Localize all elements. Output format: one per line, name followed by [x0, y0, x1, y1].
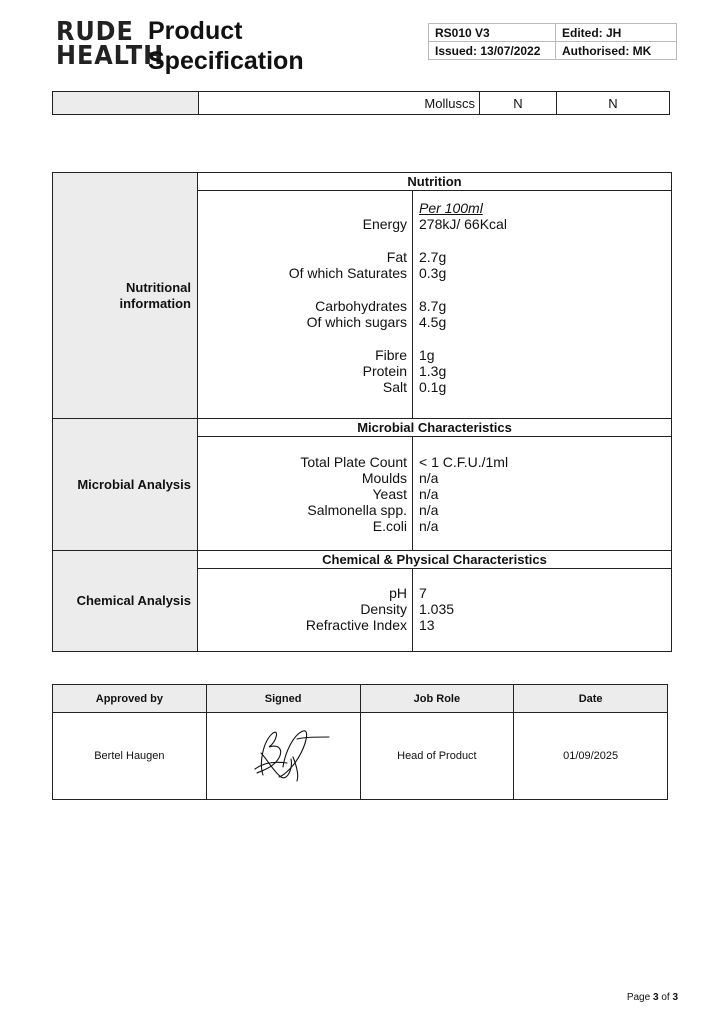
per-100ml: Per 100ml: [419, 200, 483, 216]
doc-code: RS010 V3: [429, 24, 556, 42]
microbial-value: n/a: [419, 486, 439, 502]
approved-by-header: Approved by: [53, 685, 207, 713]
allergen-col1: N: [480, 92, 557, 115]
chemical-label-item: Density: [360, 601, 407, 617]
microbial-label-item: Salmonella spp.: [307, 502, 407, 518]
chemical-label-item: pH: [389, 585, 407, 601]
title-line1: Product: [148, 17, 243, 45]
job-role-header: Job Role: [360, 685, 514, 713]
nutrient-label: Of which sugars: [306, 314, 407, 330]
date-value: 01/09/2025: [514, 713, 668, 800]
microbial-value: n/a: [419, 518, 439, 534]
logo-line1: RUDE: [56, 17, 134, 47]
microbial-label-item: Total Plate Count: [300, 454, 407, 470]
nutrient-label: Salt: [382, 379, 407, 395]
nutrition-label: Nutritional information: [53, 173, 198, 418]
specification-table: [52, 172, 672, 652]
signature: [206, 713, 360, 800]
job-role-value: Head of Product: [360, 713, 514, 800]
nutrient-label: Energy: [362, 216, 407, 232]
divider: [412, 437, 413, 550]
chemical-heading: Chemical & Physical Characteristics: [198, 551, 671, 569]
chemical-value: 13: [419, 617, 435, 633]
authorised-by: Authorised: MK: [556, 42, 677, 60]
date-header: Date: [514, 685, 668, 713]
microbial-value: < 1 C.F.U./1ml: [419, 454, 509, 470]
logo-line2: HEALTH: [56, 41, 165, 71]
page-number: Page 3 of 3: [626, 992, 678, 1003]
allergen-blank-cell: [53, 92, 199, 115]
signed-header: Signed: [206, 685, 360, 713]
microbial-heading: Microbial Characteristics: [198, 419, 671, 437]
divider: [412, 191, 413, 418]
page-title: [148, 16, 304, 76]
nutrient-value: 1.3g: [419, 363, 447, 379]
chemical-value: 7: [419, 585, 427, 601]
issued-date: Issued: 13/07/2022: [429, 42, 556, 60]
allergen-col2: N: [557, 92, 670, 115]
chemical-label-item: Refractive Index: [305, 617, 407, 633]
nutrient-label: Carbohydrates: [315, 298, 407, 314]
microbial-value: n/a: [419, 470, 439, 486]
document-meta-table: [428, 23, 677, 60]
nutrient-value: 0.3g: [419, 265, 447, 281]
approval-table: [52, 684, 668, 800]
approved-by-value: Bertel Haugen: [53, 713, 207, 800]
nutrient-value: 0.1g: [419, 379, 447, 395]
microbial-label: Microbial Analysis: [53, 419, 198, 550]
nutrient-label: Fat: [386, 249, 407, 265]
chemical-label: Chemical Analysis: [53, 551, 198, 651]
nutrient-value: 2.7g: [419, 249, 447, 265]
nutrient-label: Of which Saturates: [288, 265, 407, 281]
microbial-label-item: E.coli: [372, 518, 407, 534]
divider: [412, 569, 413, 651]
chemical-value: 1.035: [419, 601, 455, 617]
nutrient-label: Fibre: [375, 347, 407, 363]
microbial-value: n/a: [419, 502, 439, 518]
signature-image: [233, 723, 333, 787]
nutrient-value: 1g: [419, 347, 435, 363]
microbial-label-item: Yeast: [372, 486, 407, 502]
nutrient-value: 8.7g: [419, 298, 447, 314]
allergen-row: [52, 91, 670, 115]
allergen-name: Molluscs: [199, 92, 480, 115]
title-line2: Specification: [148, 47, 304, 75]
nutrient-value: 4.5g: [419, 314, 447, 330]
nutrient-value: 278kJ/ 66Kcal: [419, 216, 507, 232]
nutrition-heading: Nutrition: [198, 173, 671, 191]
microbial-label-item: Moulds: [361, 470, 407, 486]
nutrient-label: Protein: [362, 363, 407, 379]
edited-by: Edited: JH: [556, 24, 677, 42]
